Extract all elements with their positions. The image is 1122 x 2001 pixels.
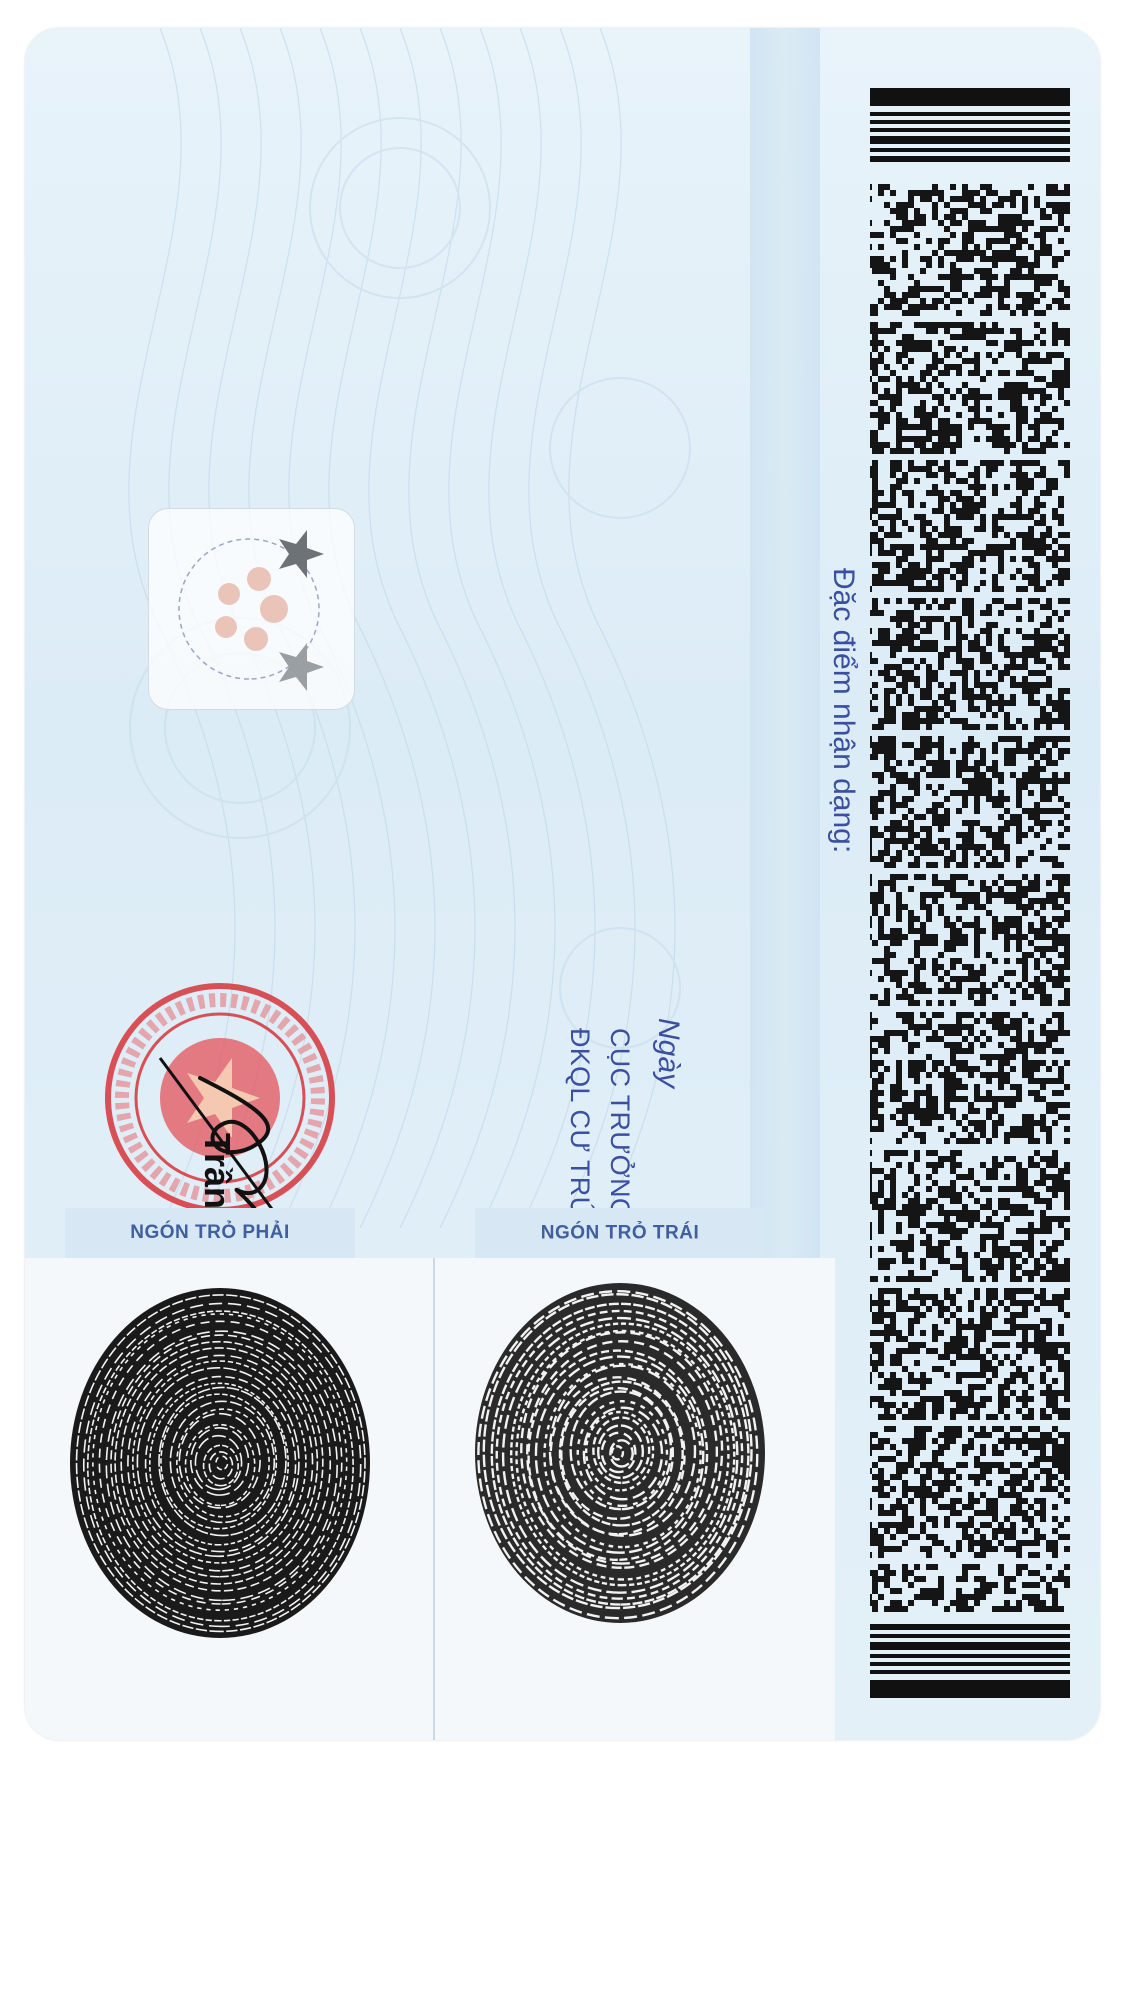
day-label: Ngày — [652, 1018, 685, 1089]
left-index-finger-label: NGÓN TRỎ TRÁI — [540, 1222, 700, 1243]
right-index-label-box — [65, 1208, 355, 1258]
left-index-label-box — [475, 1208, 765, 1258]
pdf417-barcode — [870, 88, 1070, 1698]
fingerprint-divider — [433, 1258, 435, 1740]
right-index-fingerprint — [60, 1278, 380, 1648]
star-icon — [279, 530, 324, 578]
emblem-hologram-icon — [149, 509, 354, 709]
star-icon — [279, 643, 324, 691]
card-content — [25, 28, 1100, 1740]
identification-features-label: Đặc điểm nhận dạng: — [827, 568, 860, 854]
left-index-fingerprint — [460, 1273, 780, 1633]
right-index-finger-label: NGÓN TRỎ PHẢI — [130, 1222, 290, 1243]
hologram-window — [148, 508, 355, 710]
id-card-back — [25, 28, 1100, 1740]
